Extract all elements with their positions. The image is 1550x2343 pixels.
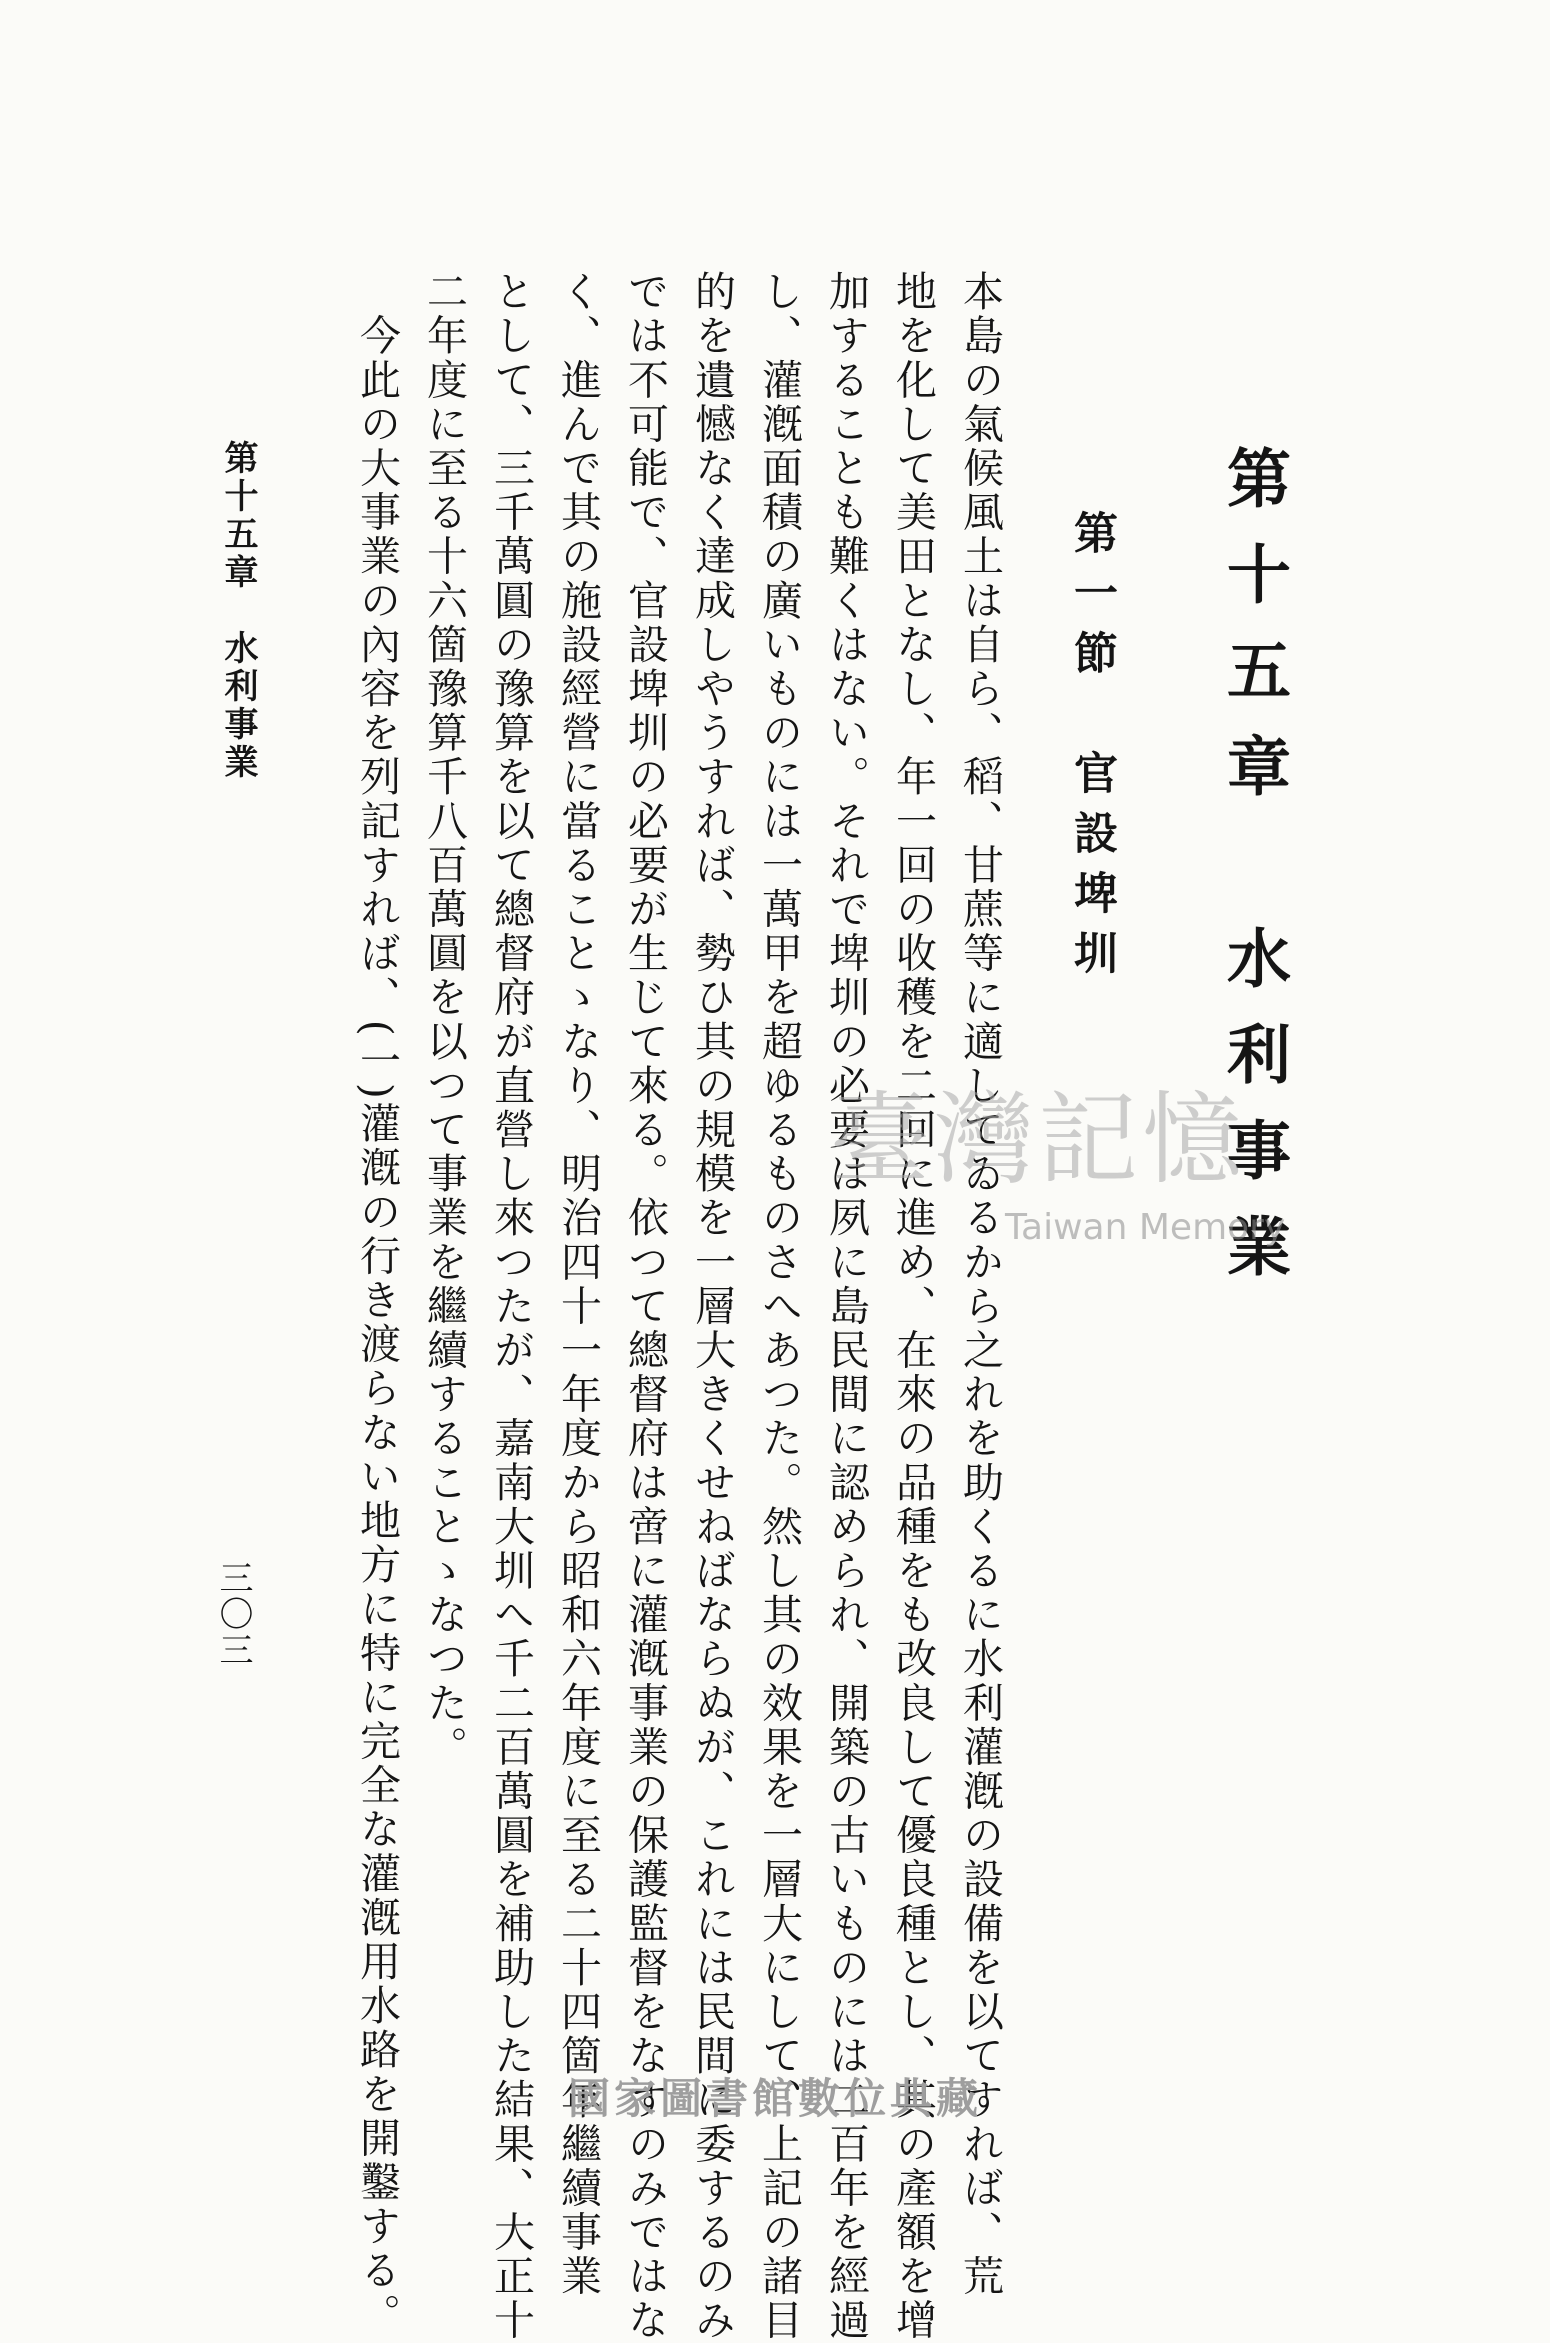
running-footer-title: 第十五章 水利事業 (218, 440, 258, 782)
body-line: では不可能で、官設埤圳の必要が生じて來る。依つて總督府は啻に灌漑事業の保護監督をなすのみではな (621, 270, 669, 2343)
body-line: 的を遺憾なく達成しやうすれば、勢ひ其の規模を一層大きくせねばならぬが、これには民間に委するのみ (688, 270, 736, 2343)
chapter-title: 第十五章 水利事業 (1216, 445, 1291, 1309)
taiwan-memory-watermark (830, 1081, 1286, 1280)
section-title: 第一節 官設埤圳 (1066, 510, 1117, 990)
page-number: 三〇三 (213, 1560, 253, 1668)
watermark-latin: Taiwan Memory (1005, 1207, 1286, 1248)
body-line: 二年度に至る十六箇豫算千八百萬圓を以つて事業を繼續することゝなつた。 (420, 270, 468, 1770)
body-line: 今此の大事業の內容を列記すれば、(一)灌漑の行き渡らない地方に特に完全な灌漑用水路を開鑿する。 (353, 270, 401, 2337)
body-line: として、三千萬圓の豫算を以て總督府が直營し來つたが、嘉南大圳へ千二百萬圓を補助した結果、大正十 (487, 270, 535, 2343)
library-stamp: 國家圖書館數位典藏 (567, 2074, 982, 2123)
body-line: し、灌漑面積の廣いものには一萬甲を超ゆるものさへあつた。然し其の效果を一層大にして、上記の諸目 (755, 270, 803, 2343)
body-line: 加することも難くはない。それで埤圳の必要は夙に島民間に認められ、開築の古いものには二百年を經過 (822, 270, 870, 2343)
watermark-chars: 臺灣記憶 (830, 1081, 1246, 1198)
body-line: く、進んで其の施設經營に當ることゝなり、明治四十一年度から昭和六年度に至る二十四箇年繼續事業 (554, 270, 602, 2299)
body-line: 本島の氣候風土は自ら、稻、甘蔗等に適してゐるから之れを助くるに水利灌漑の設備を以てすれば、荒 (956, 270, 1004, 2299)
body-line: 地を化して美田となし、年一回の收穫を二回に進め、在來の品種をも改良して優良種とし、其の產額を增 (889, 270, 937, 2343)
